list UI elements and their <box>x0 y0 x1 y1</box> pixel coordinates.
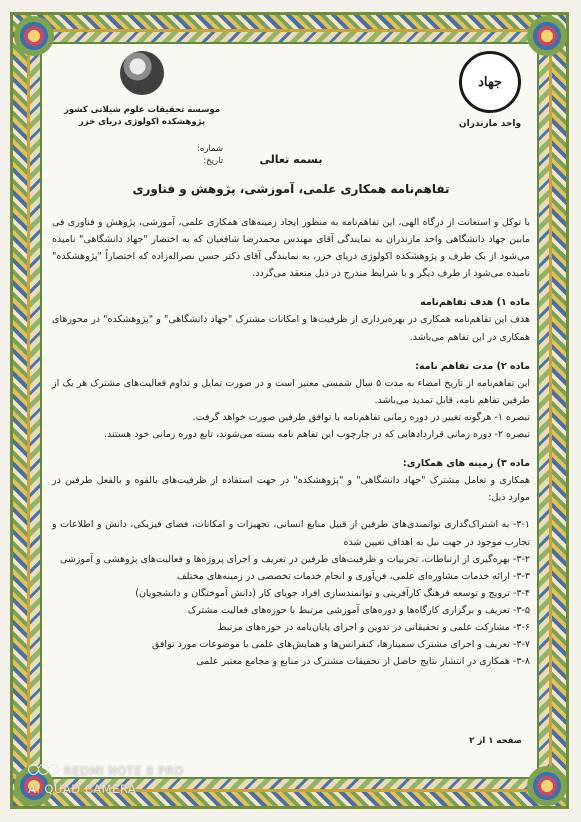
camera-watermark-line1 <box>28 762 184 780</box>
date-label: تاریخ: <box>203 155 224 166</box>
list-item: ۳-۶- مشارکت علمی و تحقیقاتی در تدوین و اجرای پایان‌نامه در حوزه‌های مرتبط <box>217 621 530 633</box>
institute-name-line2: پژوهشکده اکولوژی دریای خزر <box>78 116 206 127</box>
institute-logo-block <box>52 51 232 129</box>
article3-heading: ماده ۳) زمینه های همکاری: <box>402 458 530 470</box>
camera-dots-icon <box>28 764 58 776</box>
article2-text: این تفاهم‌نامه از تاریخ امضاء به مدت ۵ سال شمسی معتبر است و در صورت تمایل و تداوم فعالیت‌های مشترک هر یک از طرفین تفاهم نامه، قابل تمدید می‌باشد. <box>52 377 530 406</box>
intro-paragraph: با توکل و استعانت از درگاه الهی، این تفاهم‌نامه به منظور ایجاد زمینه‌های همکاری علمی، آموزشی، پژوهش و فناوری فی مابین جهاد دانشگاهی واحد مازندران به نمایندگی آقای مهندس محمدرضا شافعیان که به اختصار "جهاد دانشگاهی" نامیده می‌شود از یک طرف و پژوهشکده اکولوژی دریای خزر، به نمایندگی آقای دکتر حسن نصراله‌زاده که اختصاراً "پژوهشکده" نامیده می‌شود از طرف دیگر و با شرایط مندرج در ذیل منعقد می‌گردد. <box>52 217 530 280</box>
article1-text: هدف این تفاهم‌نامه همکاری در بهره‌برداری از ظرفیت‌ها و امکانات مشترک "جهاد دانشگاهی" و "پژوهشکده" در محورهای همکاری در این تفاهم می‌باشد. <box>52 314 530 343</box>
camera-model: REDMI NOTE 8 PRO <box>64 764 184 778</box>
unit-label: واحد مازندران <box>458 119 522 129</box>
list-item: ۳-۲- بهره‌گیری از ارتباطات، تجربیات و ظرفیت‌های طرفین در تعریف و اجرای پروژه‌ها و فعالیت‌های پژوهشی و آموزشی <box>59 553 530 565</box>
institute-name-line1: موسسه تحقیقات علوم شیلاتی کشور <box>63 105 221 115</box>
page-number: صفحه ۱ از ۲ <box>469 736 522 746</box>
document-title: تفاهم‌نامه همکاری علمی، آموزشی، پژوهش و فناوری <box>132 182 450 196</box>
corner-ornament-top-left <box>14 16 54 56</box>
corner-ornament-bottom-right <box>527 766 567 806</box>
jahad-logo-text: جهاد <box>478 74 502 90</box>
institute-name <box>52 105 232 129</box>
article2-heading: ماده ۲) مدت تفاهم نامه: <box>415 360 530 372</box>
document-content <box>52 46 530 771</box>
list-item: ۳-۸- همکاری در انتشار نتایج حاصل از تحقیقات مشترک در منابع و مجامع معتبر علمی <box>196 656 530 668</box>
list-item: ۳-۷- تعریف و اجرای مشترک سمینارها، کنفرانس‌ها و همایش‌های علمی با موضوعات مورد توافق <box>151 639 530 651</box>
article2-note1: تبصره ۱- هرگونه تغییر در دوره زمانی تفاهم‌نامه با توافق طرفین صورت خواهد گرفت. <box>192 411 530 423</box>
corner-ornament-top-right <box>527 16 567 56</box>
list-item: ۳-۴- ترویج و توسعه فرهنگ کارآفرینی و توانمندسازی افراد جویای کار (دانش آموختگان و دانشجویان) <box>135 587 530 599</box>
jahad-logo-block <box>450 51 530 129</box>
number-label: شماره: <box>197 144 224 154</box>
institute-logo-icon <box>120 51 164 95</box>
document-body <box>52 214 530 670</box>
list-item: ۳-۱- به اشتراک‌گذاری توانمندی‌های طرفین از قبیل منابع انسانی، تجهیزات و امکانات، فضای فیزیکی، دانش و اطلاعات و تجارب موجود در جهت نیل به اهداف تعیین شده <box>52 519 530 548</box>
bismillah: بسمه تعالی <box>259 153 323 166</box>
camera-watermark-line2: AI QUAD CAMERA <box>28 782 137 797</box>
article2-note2: تبصره ۲- دوره زمانی قراردادهایی که در چارچوب این تفاهم نامه بسته می‌شوند، تابع دوره زمانی خود هستند. <box>103 429 530 441</box>
list-item: ۳-۳- ارائه خدمات مشاوره‌ای علمی، فن‌آوری و انجام خدمات تخصصی در زمینه‌های مختلف <box>176 570 530 582</box>
article1-heading: ماده ۱) هدف تفاهم‌نامه <box>420 297 530 309</box>
jahad-logo-icon <box>459 51 521 113</box>
article3-text: همکاری و تعامل مشترک "جهاد دانشگاهی" و "پژوهشکده" در جهت استفاده از ظرفیت‌های بالقوه و بالفعل طرفین در موارد ذیل: <box>52 475 530 504</box>
list-item: ۳-۵- تعریف و برگزاری کارگاه‌ها و دوره‌های آموزشی مرتبط با حوزه‌های فعالیت مشترک <box>187 604 530 616</box>
camera-watermark <box>28 762 184 799</box>
